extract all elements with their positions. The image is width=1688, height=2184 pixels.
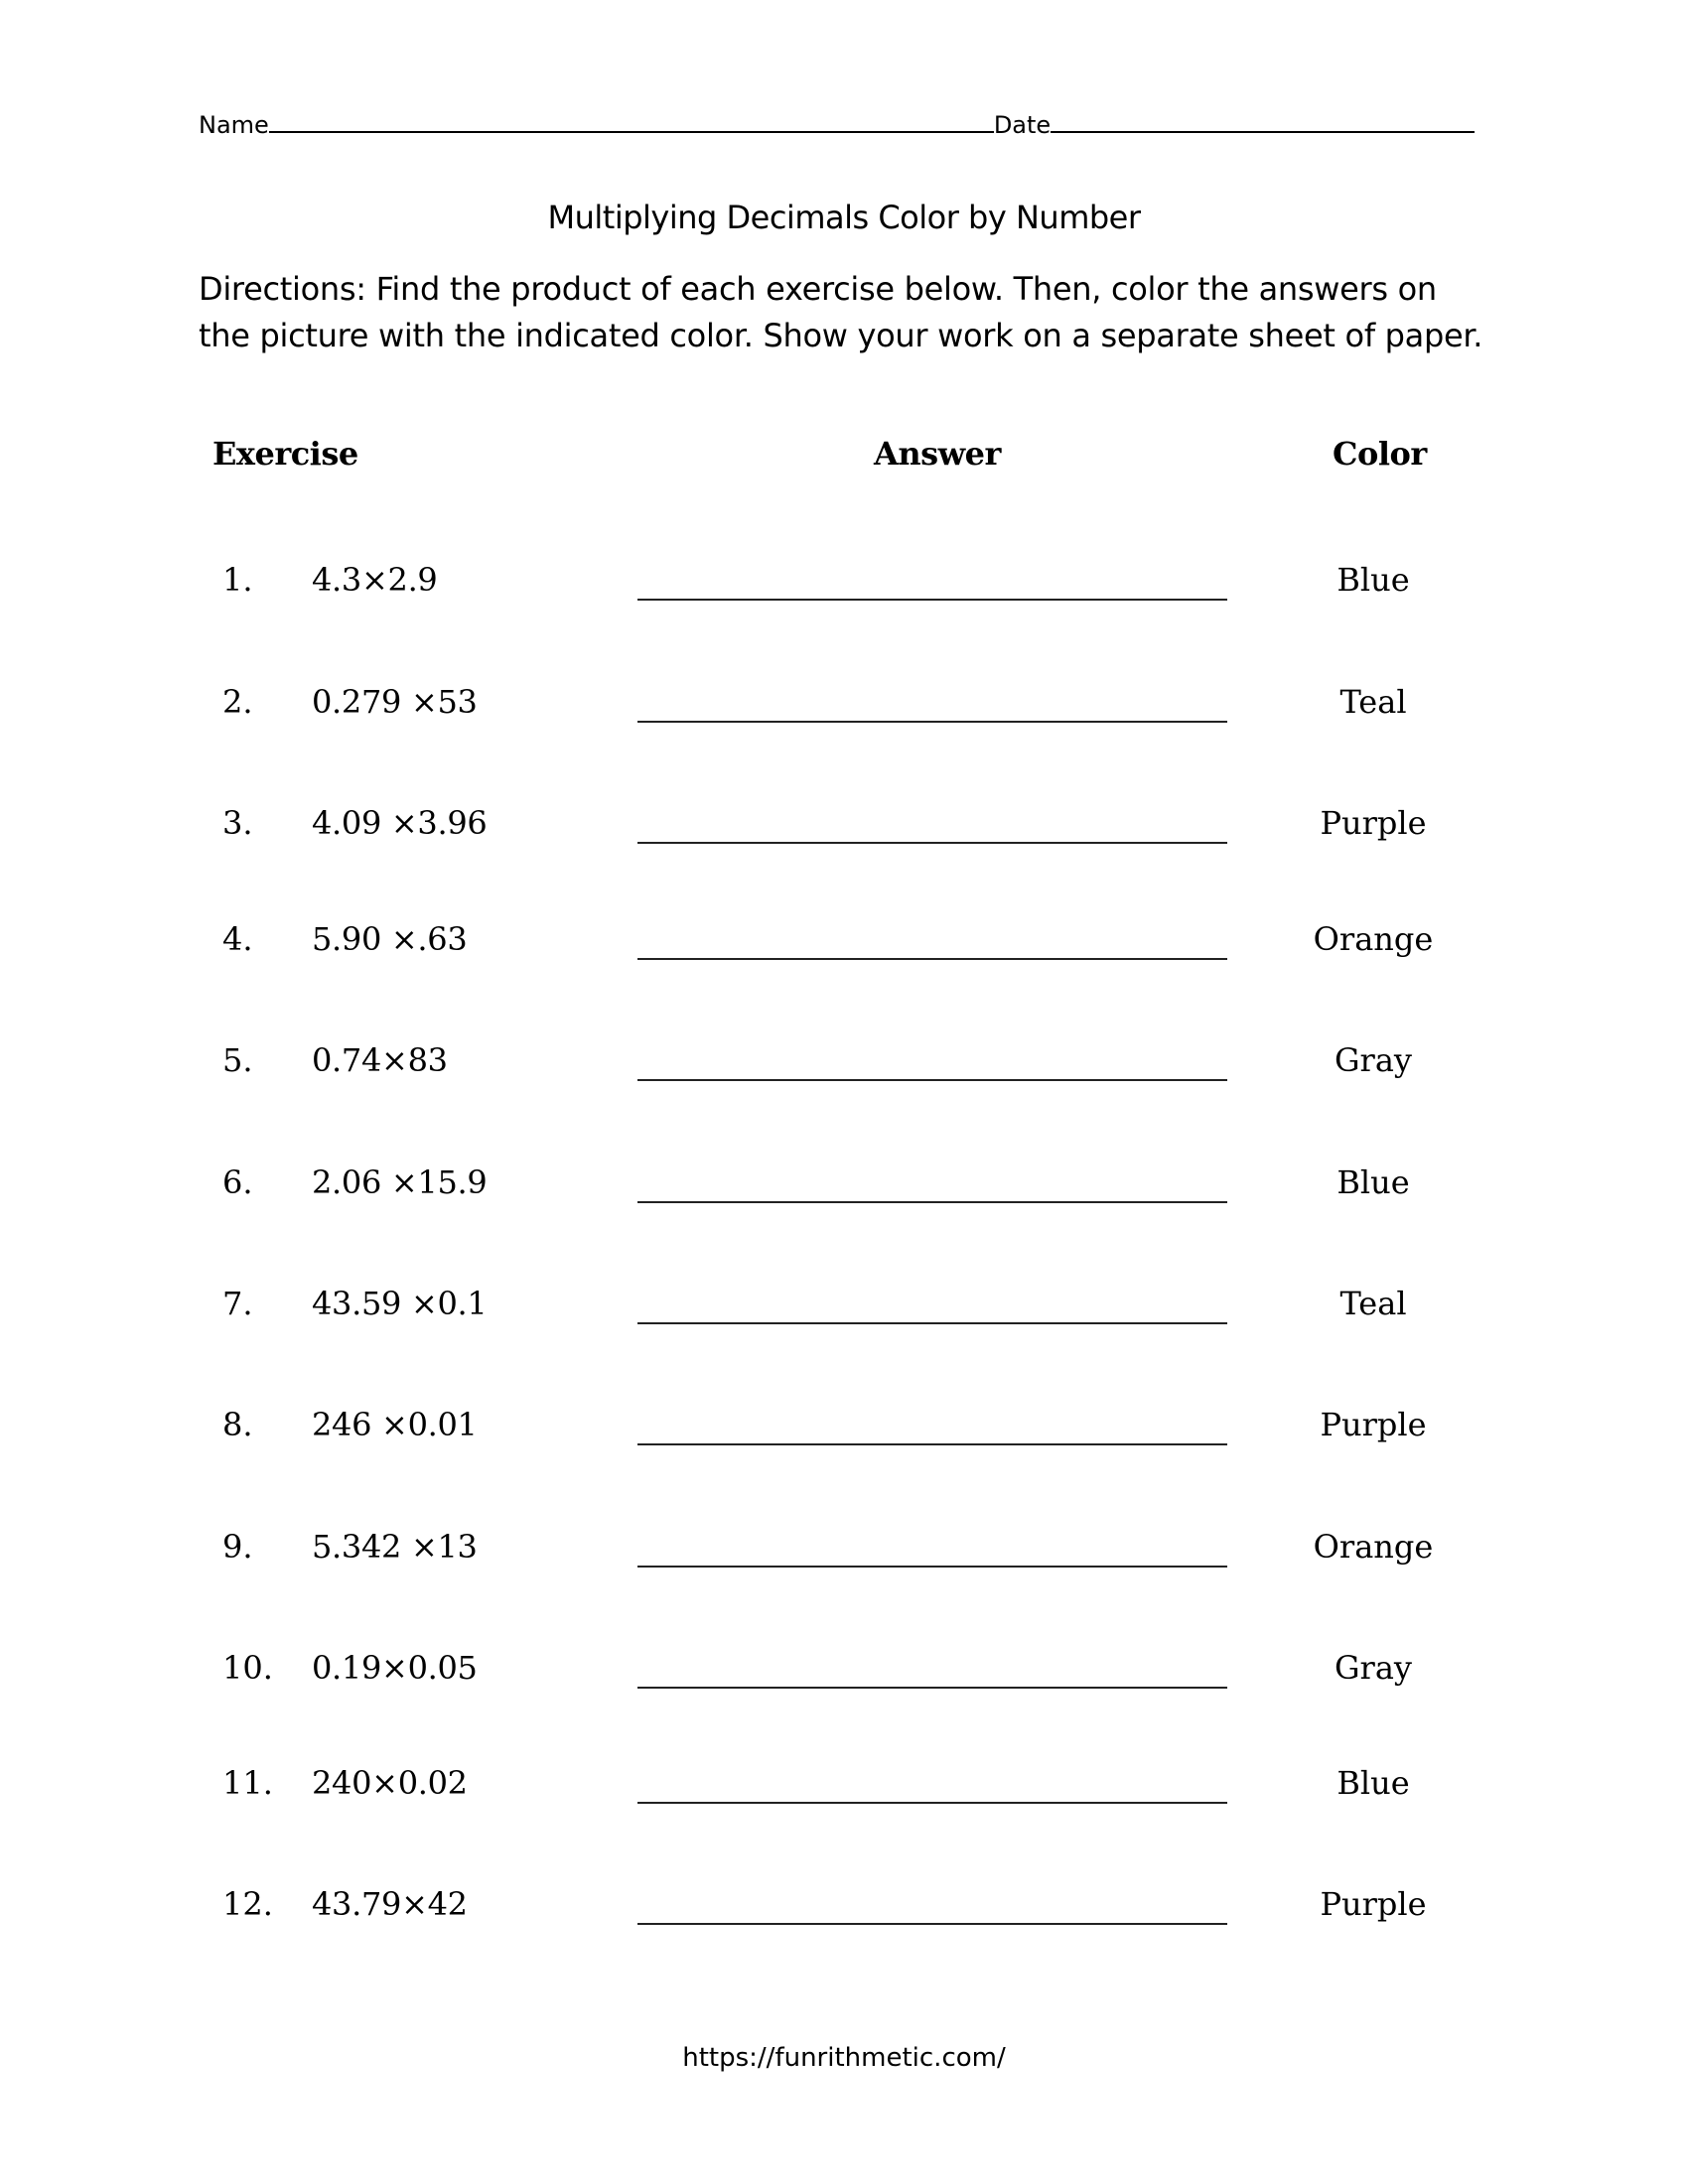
table-row — [0, 1041, 1688, 1101]
exercise-expression: 2.06 ×15.9 — [312, 1163, 488, 1201]
page-title: Multiplying Decimals Color by Number — [547, 199, 1141, 236]
exercise-number: 9. — [222, 1528, 253, 1566]
color-label: Gray — [1334, 1649, 1412, 1687]
table-row — [0, 1649, 1688, 1708]
answer-blank-line[interactable] — [637, 599, 1227, 601]
answer-blank-line[interactable] — [637, 1687, 1227, 1689]
table-row — [0, 1764, 1688, 1824]
answer-blank-line[interactable] — [637, 1443, 1227, 1445]
color-label: Blue — [1336, 1163, 1410, 1201]
date-field-line[interactable] — [1051, 131, 1475, 133]
exercise-expression: 5.90 ×.63 — [312, 920, 468, 958]
color-label: Purple — [1320, 1885, 1427, 1923]
color-label: Blue — [1336, 1764, 1410, 1802]
table-row — [0, 1528, 1688, 1587]
answer-blank-line[interactable] — [637, 1802, 1227, 1804]
answer-blank-line[interactable] — [637, 1079, 1227, 1081]
exercise-number: 11. — [222, 1764, 273, 1802]
exercise-number: 4. — [222, 920, 253, 958]
answer-blank-line[interactable] — [637, 1322, 1227, 1324]
exercise-expression: 43.79×42 — [312, 1885, 468, 1923]
name-label: Name — [199, 111, 269, 139]
exercise-expression: 4.3×2.9 — [312, 561, 438, 599]
exercise-number: 1. — [222, 561, 253, 599]
date-label: Date — [993, 111, 1052, 139]
answer-blank-line[interactable] — [637, 842, 1227, 844]
exercise-number: 8. — [222, 1406, 253, 1443]
exercise-expression: 0.74×83 — [312, 1041, 448, 1079]
exercise-expression: 0.279 ×53 — [312, 683, 478, 721]
name-field-line[interactable] — [269, 131, 994, 133]
exercise-expression: 0.19×0.05 — [312, 1649, 478, 1687]
answer-blank-line[interactable] — [637, 1566, 1227, 1568]
color-label: Orange — [1313, 1528, 1434, 1566]
column-header-exercise: Exercise — [212, 435, 358, 473]
exercise-expression: 5.342 ×13 — [312, 1528, 478, 1566]
exercise-number: 2. — [222, 683, 253, 721]
color-label: Teal — [1339, 1285, 1407, 1322]
exercise-number: 12. — [222, 1885, 273, 1923]
table-row — [0, 1406, 1688, 1465]
exercise-expression: 240×0.02 — [312, 1764, 468, 1802]
color-label: Blue — [1336, 561, 1410, 599]
color-label: Purple — [1320, 804, 1427, 842]
directions-text: Directions: Find the product of each exercise below. Then, color the answers on the picture with the indicated color. Show your work on a separate sheet of paper. — [199, 270, 1483, 354]
exercise-number: 10. — [222, 1649, 273, 1687]
table-row — [0, 683, 1688, 743]
table-row — [0, 1285, 1688, 1344]
column-header-color: Color — [1333, 435, 1427, 473]
answer-blank-line[interactable] — [637, 958, 1227, 960]
answer-blank-line[interactable] — [637, 721, 1227, 723]
table-row — [0, 804, 1688, 864]
exercise-number: 5. — [222, 1041, 253, 1079]
exercise-expression: 4.09 ×3.96 — [312, 804, 488, 842]
color-label: Teal — [1339, 683, 1407, 721]
exercise-expression: 43.59 ×0.1 — [312, 1285, 488, 1322]
color-label: Purple — [1320, 1406, 1427, 1443]
table-row — [0, 920, 1688, 980]
exercise-expression: 246 ×0.01 — [312, 1406, 478, 1443]
answer-blank-line[interactable] — [637, 1923, 1227, 1925]
exercise-number: 3. — [222, 804, 253, 842]
name-date-row — [199, 99, 1475, 139]
answer-blank-line[interactable] — [637, 1201, 1227, 1203]
color-label: Gray — [1334, 1041, 1412, 1079]
exercise-number: 7. — [222, 1285, 253, 1322]
column-header-answer: Answer — [874, 435, 1001, 473]
color-label: Orange — [1313, 920, 1434, 958]
footer-url[interactable]: https://funrithmetic.com/ — [682, 2043, 1006, 2073]
table-row — [0, 1885, 1688, 1945]
table-row — [0, 561, 1688, 620]
table-row — [0, 1163, 1688, 1223]
exercise-number: 6. — [222, 1163, 253, 1201]
